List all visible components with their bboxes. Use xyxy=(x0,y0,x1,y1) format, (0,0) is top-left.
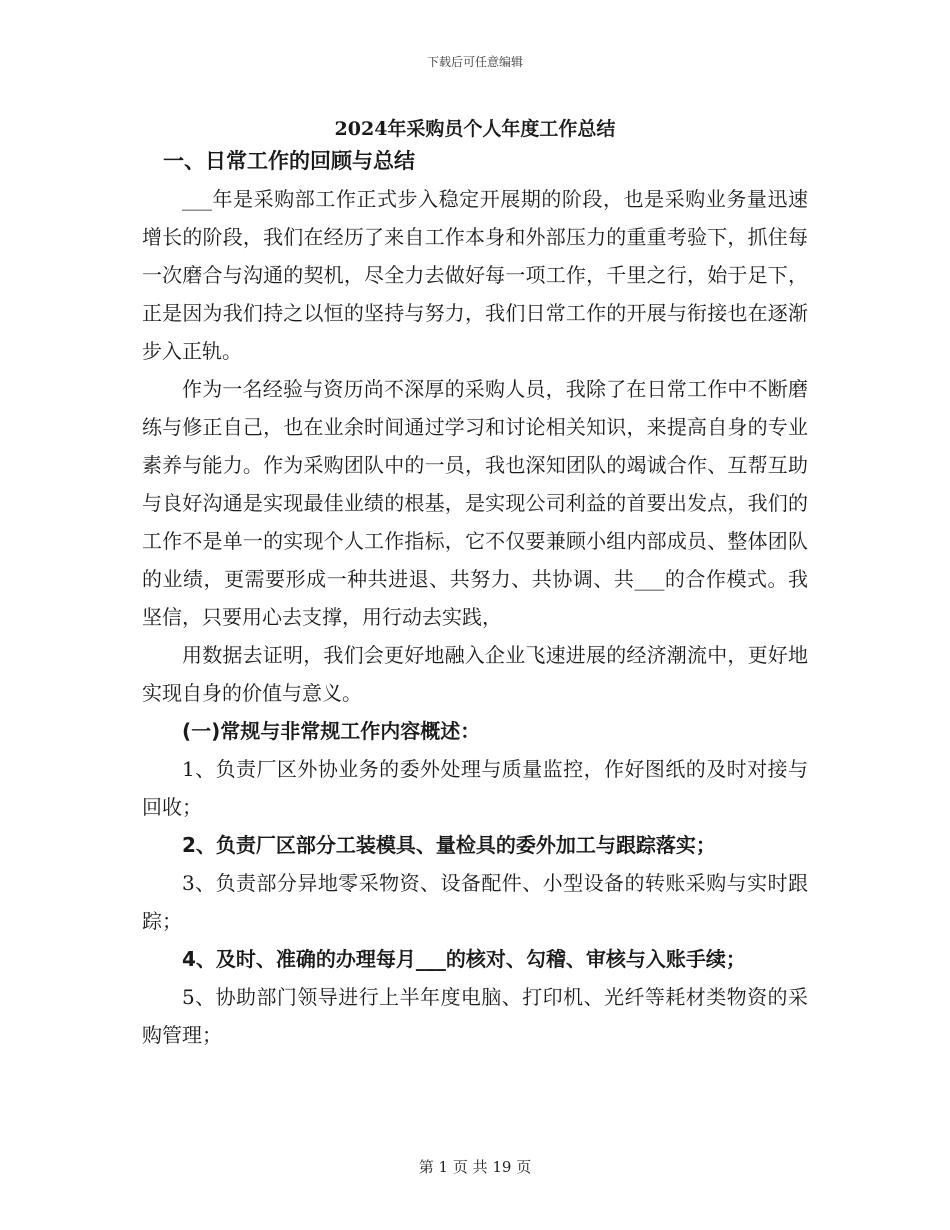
document-body xyxy=(142,142,808,1054)
list-item: 1、负责厂区外协业务的委外处理与质量监控，作好图纸的及时对接与回收； xyxy=(142,757,808,819)
document-title: 2024年采购员个人年度工作总结 xyxy=(334,118,616,140)
page-number: 第 1 页 共 19 页 xyxy=(418,1158,532,1176)
paragraph: 作为一名经验与资历尚不深厚的采购人员，我除了在日常工作中不断磨练与修正自己，也在业余时间通过学习和讨论相关知识，来提高自身的专业素养与能力。作为采购团队中的一员，我也深知团队的竭诚合作、互帮互助与良好沟通是实现最佳业绩的根基，是实现公司利益的首要出发点，我们的工作不是单一的实现个人工作指标，它不仅要兼顾小组内部成员、整体团队的业绩，更需要形成一种共进退、共努力、共协调、共___的合作模式。我坚信，只要用心去支撑，用行动去实践， xyxy=(142,377,808,629)
section-heading: 一、日常工作的回顾与总结 xyxy=(163,149,415,173)
list-item: 5、协助部门领导进行上半年度电脑、打印机、光纤等耗材类物资的采购管理； xyxy=(142,985,808,1047)
paragraph: 用数据去证明，我们会更好地融入企业飞速进展的经济潮流中，更好地实现自身的价值与意义。 xyxy=(142,643,808,705)
header-note: 下载后可任意编辑 xyxy=(426,55,523,69)
list-item: 3、负责部分异地零采物资、设备配件、小型设备的转账采购与实时跟踪； xyxy=(142,871,808,933)
subsection-heading: (一)常规与非常规工作内容概述： xyxy=(182,719,481,743)
list-item: 4、及时、准确的办理每月___的核对、勾稽、审核与入账手续； xyxy=(182,947,746,971)
paragraph: ___年是采购部工作正式步入稳定开展期的阶段，也是采购业务量迅速增长的阶段，我们在经历了来自工作本身和外部压力的重重考验下，抓住每一次磨合与沟通的契机，尽全力去做好每一项工作，千里之行，始于足下，正是因为我们持之以恒的坚持与努力，我们日常工作的开展与衔接也在逐渐步入正轨。 xyxy=(142,187,808,363)
list-item: 2、负责厂区部分工装模具、量检具的委外加工与跟踪落实； xyxy=(182,833,716,857)
